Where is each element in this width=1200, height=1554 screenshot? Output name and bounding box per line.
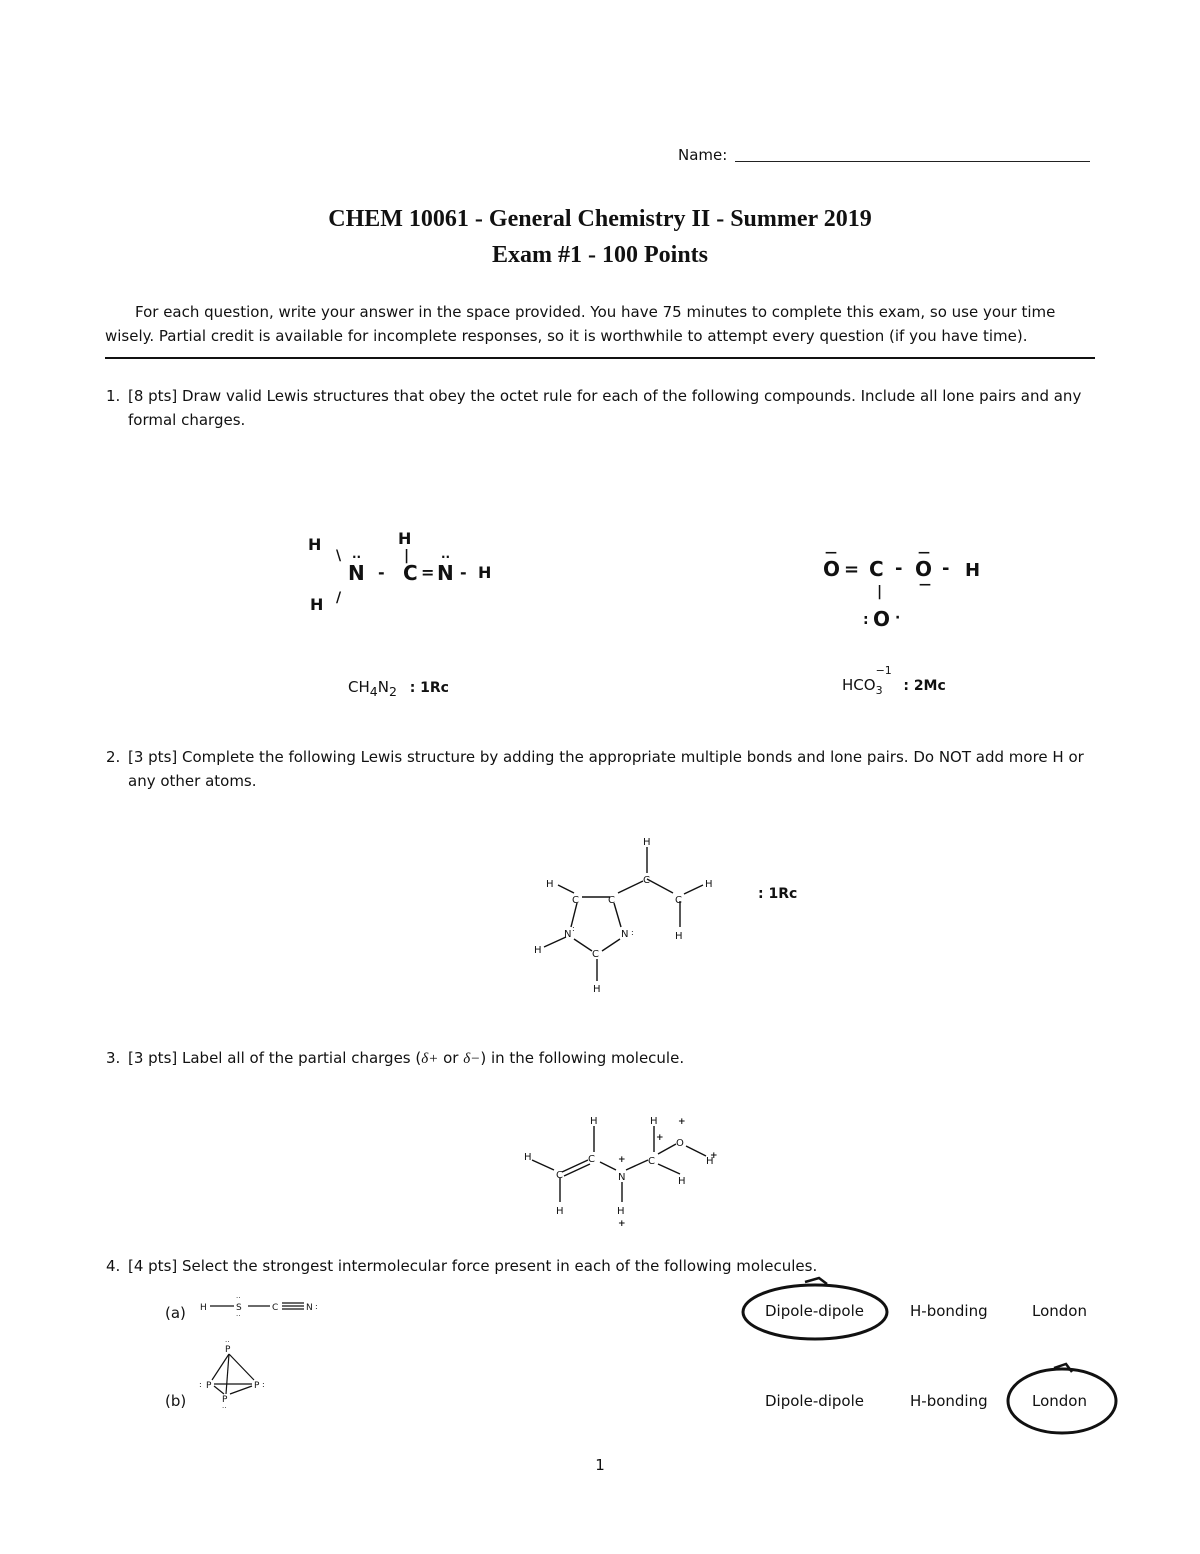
option-h-bonding-b[interactable]: H-bonding [910, 1392, 988, 1410]
svg-text:C: C [608, 895, 615, 906]
svg-text:H: H [556, 1206, 564, 1217]
molecule-hscn [198, 1290, 338, 1326]
svg-text:N: N [437, 561, 454, 585]
svg-text:O: O [676, 1138, 684, 1149]
svg-text:+: + [678, 1117, 686, 1127]
question-number: 4. [106, 1257, 121, 1275]
svg-text:H: H [705, 879, 713, 890]
delta-minus: δ− [463, 1051, 481, 1067]
svg-text:H: H [965, 560, 981, 581]
option-london-b[interactable]: London [1032, 1392, 1087, 1410]
svg-text:H: H [590, 1116, 598, 1127]
svg-text:H: H [617, 1206, 625, 1217]
svg-text:H: H [398, 529, 412, 548]
svg-text:N: N [306, 1303, 313, 1313]
svg-text:C: C [592, 949, 599, 960]
svg-text:C: C [556, 1170, 563, 1181]
svg-text:+: + [656, 1133, 664, 1143]
svg-text:H: H [310, 595, 324, 614]
answer-circle-b [1002, 1356, 1122, 1442]
svg-text:H: H [534, 945, 542, 956]
svg-text:H: H [675, 931, 683, 942]
svg-text:P: P [222, 1395, 228, 1405]
svg-text:P: P [206, 1381, 212, 1391]
svg-text::: : [199, 1380, 202, 1389]
svg-text:H: H [200, 1303, 207, 1313]
svg-text:O: O [873, 607, 891, 631]
formula-ch4n2: $CH_4N_2$ : 1Rc [348, 678, 449, 699]
lewis-structure-imidazole [530, 835, 730, 1000]
option-dipole-dipole-b[interactable]: Dipole-dipole [765, 1392, 865, 1410]
svg-text:··: ·· [236, 1312, 241, 1320]
question-3: 3. [3 pts] Label all of the partial charges (δ+ or δ−) in the following molecule. [128, 1046, 1095, 1071]
svg-text:C: C [403, 561, 418, 585]
svg-text:-: - [460, 563, 467, 582]
svg-text:-: - [942, 558, 950, 579]
svg-text:|: | [877, 584, 883, 600]
page-number: 1 [595, 1456, 605, 1474]
svg-text:+: + [618, 1155, 626, 1165]
handwritten-lewis-structure-2 [815, 540, 1015, 640]
option-london-a[interactable]: London [1032, 1302, 1087, 1320]
svg-text::: : [315, 1302, 318, 1311]
svg-text:—: — [825, 545, 837, 559]
svg-text:N: N [618, 1172, 626, 1183]
svg-text:H: H [678, 1176, 686, 1187]
divider [105, 357, 1095, 359]
svg-text:O: O [823, 557, 841, 581]
question-number: 3. [106, 1049, 121, 1067]
svg-text:C: C [675, 895, 682, 906]
svg-text:P: P [225, 1345, 231, 1355]
question-text: [8 pts] Draw valid Lewis structures that obey the octet rule for each of the following compounds. Include all lone pairs and any formal charges. [128, 387, 1082, 429]
svg-text:-: - [895, 558, 903, 579]
name-label: Name: [678, 146, 728, 164]
question-4 [106, 1254, 1095, 1278]
svg-text:H: H [524, 1152, 532, 1163]
svg-text:C: C [643, 875, 650, 886]
svg-text:··: ·· [441, 550, 451, 564]
svg-text:H: H [546, 879, 554, 890]
svg-text::: : [572, 924, 575, 933]
svg-text:—: — [918, 545, 930, 559]
instructions: For each question, write your answer in the space provided. You have 75 minutes to complete this exam, so use your time wisely. Partial credit is available for incomplete responses, so it is worthwhile to attempt every question (if you have time). [105, 303, 1056, 345]
svg-text:H: H [650, 1116, 658, 1127]
svg-text:|: | [404, 548, 410, 564]
delta-plus: δ+ [421, 1051, 439, 1067]
question-number: 2. [106, 748, 121, 766]
handwritten-score: : 2Mc [903, 678, 946, 694]
svg-text:N: N [564, 929, 572, 940]
svg-text:O: O [915, 557, 933, 581]
name-line[interactable] [735, 161, 1090, 162]
svg-text:H: H [706, 1156, 714, 1167]
svg-text:H: H [643, 837, 651, 848]
exam-subtitle: Exam #1 - 100 Points [492, 242, 708, 268]
svg-text:P: P [254, 1381, 260, 1391]
question-1 [106, 384, 1095, 432]
question-number: 1. [106, 387, 121, 405]
svg-text:C: C [572, 895, 579, 906]
question-text: [4 pts] Select the strongest intermolecular force present in each of the following molecules. [128, 1257, 818, 1275]
svg-text:··: ·· [222, 1404, 227, 1412]
svg-text:·: · [895, 610, 901, 626]
svg-text:S: S [236, 1303, 242, 1313]
svg-text:··: ·· [236, 1294, 241, 1302]
svg-text:N: N [348, 561, 365, 585]
question-2 [106, 745, 1095, 793]
handwritten-lewis-structure-1 [300, 520, 520, 620]
part-a-label: (a) [165, 1304, 186, 1322]
svg-text:—: — [919, 577, 931, 591]
formula-hco3: HCO −1 $_3$ : 2Mc [842, 664, 946, 697]
svg-text:··: ·· [225, 1338, 230, 1346]
svg-text:H: H [478, 563, 492, 582]
svg-text:H: H [308, 535, 322, 554]
option-dipole-dipole-a[interactable]: Dipole-dipole [765, 1302, 865, 1320]
svg-text:\: \ [336, 548, 342, 564]
svg-text:C: C [648, 1156, 655, 1167]
svg-text:C: C [272, 1303, 279, 1313]
molecule-p4 [196, 1336, 268, 1412]
svg-text:N: N [621, 929, 629, 940]
handwritten-score: : 1Rc [758, 886, 798, 902]
lewis-structure-partial-charges [520, 1110, 730, 1230]
handwritten-score: : 1Rc [409, 680, 449, 696]
svg-text:C: C [588, 1154, 595, 1165]
svg-text:+: + [710, 1151, 718, 1161]
question-text: [3 pts] Complete the following Lewis structure by adding the appropriate multiple bonds and lone pairs. Do NOT add more H or any other atoms. [128, 748, 1084, 790]
svg-text::: : [863, 612, 869, 628]
exam-title: CHEM 10061 - General Chemistry II - Summer 2019 [328, 206, 872, 232]
svg-text:··: ·· [352, 550, 362, 564]
svg-text:=: = [844, 559, 860, 580]
svg-text:C: C [869, 557, 884, 581]
answer-circle-a [735, 1272, 900, 1352]
svg-text::: : [262, 1380, 265, 1389]
svg-text:H: H [593, 984, 601, 995]
svg-text::: : [631, 928, 634, 937]
option-h-bonding-a[interactable]: H-bonding [910, 1302, 988, 1320]
svg-text:-: - [378, 563, 385, 582]
part-b-label: (b) [165, 1392, 187, 1410]
svg-text:+: + [618, 1219, 626, 1229]
svg-text:/: / [336, 590, 342, 606]
svg-text:=: = [421, 563, 435, 582]
